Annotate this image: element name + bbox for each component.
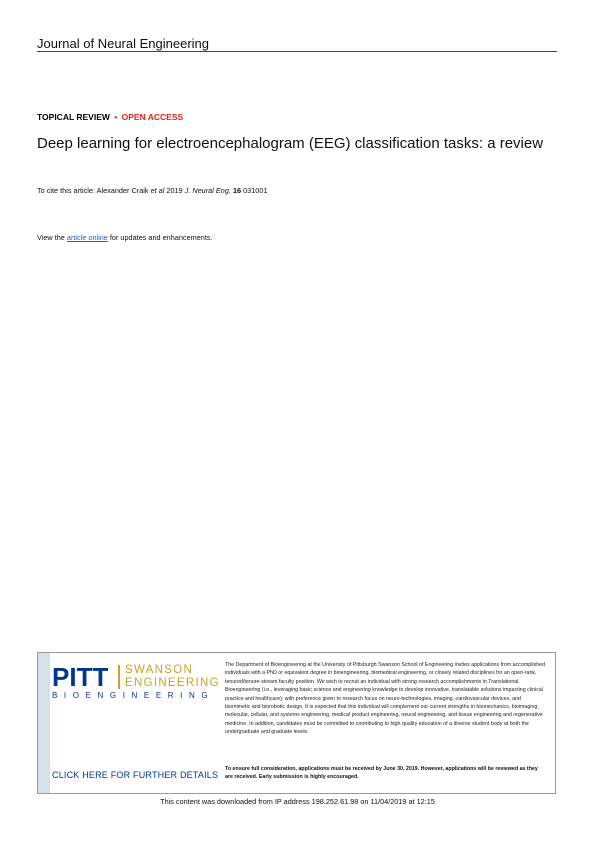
ad-deadline-text: To ensure full consideration, applications must be received by June 30, 2019. However, applications will be reviewed as they are received. Early submission is highly encouraged. — [225, 766, 538, 781]
article-tagline — [37, 112, 183, 122]
logo-divider — [118, 665, 120, 689]
citation-prefix: To cite this article: Alexander Craik — [37, 186, 151, 195]
view-prefix: View the — [37, 233, 67, 242]
citation-journal: J. Neural Eng. — [184, 186, 231, 195]
journal-name: Journal of Neural Engineering — [37, 36, 209, 51]
citation-year: 2019 — [164, 186, 185, 195]
citation-volume: 16 — [232, 186, 242, 195]
header-rule — [37, 51, 557, 52]
logo-bioengineering: BIOENGINEERING — [52, 691, 215, 700]
citation — [37, 186, 267, 195]
download-footer: This content was downloaded from IP address 198.252.61.98 on 11/04/2019 at 12:15 — [160, 797, 435, 806]
logo-engineering: ENGINEERING — [125, 677, 220, 689]
advertisement-banner[interactable] — [37, 652, 556, 794]
view-online — [37, 233, 213, 242]
ad-body-text: The Department of Bioengineering at the University of Pittsburgh Swanson School of Engineering invites applications from accomplished individuals with a PhD or equivalent degree in bioengineering, biomedical engineering, or closely related disciplines for an open-rank, tenured/tenure-stream faculty position. We wish to recruit an individual with strong research accomplishments in Translational Bioengineering (i.e., leveraging basic science and engineering knowledge to develop innovative, translatable solutions impacting clinical practice and healthcare), with preference given to research focus on neuro-technologies, imaging, cardiovascular devices, and biomimetic and biorobotic design. It is expected that this individual will complement our current strengths in biomechanics, bioimaging, molecular, cellular, and systems engineering, medical product engineering, neural engineering, and tissue engineering and regenerative medicine. In addition, candidates must be committed to contributing to high quality education of a diverse student body at both the undergraduate and graduate levels. — [225, 662, 546, 736]
article-online-link[interactable]: article online — [66, 233, 108, 242]
view-suffix: for updates and enhancements. — [107, 233, 213, 242]
citation-et-al: et al — [150, 186, 165, 195]
tagline-separator: • — [114, 112, 118, 122]
article-title: Deep learning for electroencephalogram (EEG) classification tasks: a review — [37, 135, 544, 152]
section-label: TOPICAL REVIEW — [37, 112, 110, 122]
ad-accent-strip — [38, 653, 50, 793]
logo-swanson: SWANSON — [125, 664, 194, 676]
logo-pitt: PITT — [52, 662, 109, 692]
open-access-label: OPEN ACCESS — [121, 112, 184, 122]
further-details-link[interactable]: CLICK HERE FOR FURTHER DETAILS — [52, 770, 219, 780]
citation-article-number: 031001 — [241, 186, 268, 195]
